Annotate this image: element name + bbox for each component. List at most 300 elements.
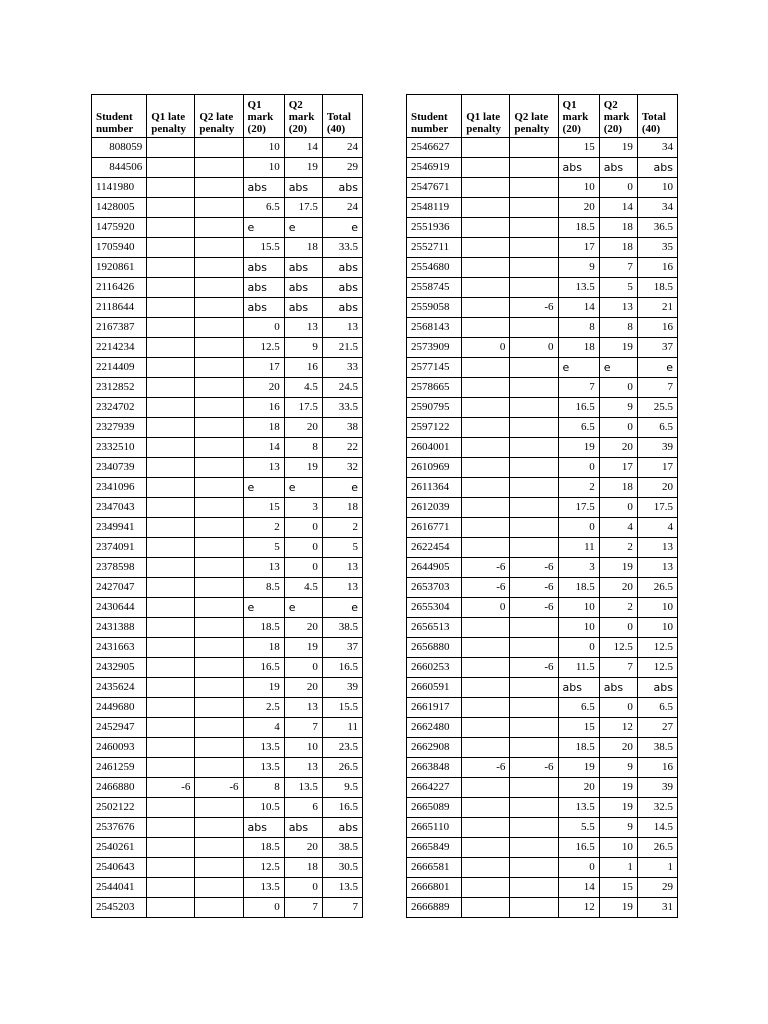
student-number-cell: 2214234 — [92, 338, 147, 358]
student-number-cell: 2214409 — [92, 358, 147, 378]
q2-mark-cell: 4 — [599, 518, 637, 538]
q1-mark-cell: 12.5 — [243, 338, 284, 358]
q2-late-penalty-cell — [195, 238, 243, 258]
table-row — [407, 318, 678, 338]
q2-late-penalty-cell — [195, 798, 243, 818]
q1-late-penalty-cell — [462, 718, 510, 738]
student-number-cell: 2666581 — [407, 858, 462, 878]
q1-late-penalty-cell — [147, 538, 195, 558]
q1-mark-cell: e — [243, 218, 284, 238]
q1-late-penalty-cell — [462, 258, 510, 278]
q2-mark-cell: 3 — [284, 498, 322, 518]
total-cell: 15.5 — [322, 698, 362, 718]
q2-late-penalty-cell — [195, 458, 243, 478]
q1-late-penalty-cell — [147, 738, 195, 758]
marks-table-right-body — [407, 138, 678, 918]
q2-late-penalty-cell — [510, 878, 558, 898]
q2-late-penalty-cell — [510, 718, 558, 738]
total-cell: 32.5 — [637, 798, 677, 818]
total-cell: 12.5 — [637, 658, 677, 678]
student-number-cell: 2546919 — [407, 158, 462, 178]
q2-late-penalty-cell — [510, 378, 558, 398]
table-row — [407, 298, 678, 318]
q1-late-penalty-cell — [462, 358, 510, 378]
student-number-cell: 2118644 — [92, 298, 147, 318]
table-row — [92, 818, 363, 838]
table-row — [407, 418, 678, 438]
q1-mark-cell: 18.5 — [243, 838, 284, 858]
q2-late-penalty-cell — [195, 198, 243, 218]
table-row — [407, 398, 678, 418]
q1-mark-cell: 0 — [558, 638, 599, 658]
q1-mark-cell: 4 — [243, 718, 284, 738]
q1-mark-cell: 19 — [558, 758, 599, 778]
q2-late-penalty-cell: -6 — [510, 578, 558, 598]
q1-mark-cell: abs — [243, 258, 284, 278]
q1-late-penalty-cell — [147, 518, 195, 538]
q2-mark-cell: abs — [284, 178, 322, 198]
q2-mark-cell: 13.5 — [284, 778, 322, 798]
total-cell: 12.5 — [637, 638, 677, 658]
q1-late-penalty-cell — [462, 698, 510, 718]
q1-late-penalty-cell — [462, 818, 510, 838]
total-cell: 38.5 — [637, 738, 677, 758]
q1-late-penalty-cell — [462, 678, 510, 698]
header-total: Total (40) — [322, 95, 362, 138]
table-row — [407, 658, 678, 678]
table-row — [92, 778, 363, 798]
table-row — [407, 238, 678, 258]
q2-mark-cell: 7 — [284, 718, 322, 738]
total-cell: e — [322, 478, 362, 498]
q2-mark-cell: 7 — [599, 258, 637, 278]
student-number-cell: 2666801 — [407, 878, 462, 898]
q2-mark-cell: abs — [599, 158, 637, 178]
student-number-cell: 2427047 — [92, 578, 147, 598]
q1-late-penalty-cell — [462, 318, 510, 338]
q2-late-penalty-cell — [510, 318, 558, 338]
table-row — [92, 278, 363, 298]
student-number-cell: 2665849 — [407, 838, 462, 858]
table-row — [92, 678, 363, 698]
total-cell: 29 — [637, 878, 677, 898]
q2-late-penalty-cell — [195, 638, 243, 658]
q1-late-penalty-cell — [462, 778, 510, 798]
student-number-cell: 2449680 — [92, 698, 147, 718]
q1-mark-cell: e — [558, 358, 599, 378]
student-number-cell: 2656513 — [407, 618, 462, 638]
total-cell: 21 — [637, 298, 677, 318]
q2-mark-cell: e — [599, 358, 637, 378]
q2-late-penalty-cell — [510, 778, 558, 798]
student-number-cell: 2167387 — [92, 318, 147, 338]
q1-mark-cell: 13.5 — [243, 738, 284, 758]
total-cell: 31 — [637, 898, 677, 918]
q1-mark-cell: 2 — [243, 518, 284, 538]
q2-mark-cell: 7 — [284, 898, 322, 918]
q1-mark-cell: 14 — [243, 438, 284, 458]
q2-mark-cell: 0 — [284, 878, 322, 898]
q2-mark-cell: 20 — [599, 738, 637, 758]
header-q1-late-penalty: Q1 late penalty — [147, 95, 195, 138]
total-cell: 22 — [322, 438, 362, 458]
q2-mark-cell: 14 — [284, 138, 322, 158]
student-number-cell: 2340739 — [92, 458, 147, 478]
q2-late-penalty-cell — [195, 698, 243, 718]
table-row — [407, 898, 678, 918]
q1-mark-cell: 11.5 — [558, 658, 599, 678]
q2-late-penalty-cell — [195, 218, 243, 238]
q1-mark-cell: abs — [243, 298, 284, 318]
q2-late-penalty-cell: -6 — [195, 778, 243, 798]
table-row — [92, 638, 363, 658]
total-cell: 2 — [322, 518, 362, 538]
q2-late-penalty-cell — [195, 718, 243, 738]
q1-late-penalty-cell — [147, 578, 195, 598]
student-number-cell: 2577145 — [407, 358, 462, 378]
student-number-cell: 2347043 — [92, 498, 147, 518]
q1-mark-cell: 17 — [558, 238, 599, 258]
total-cell: 39 — [322, 678, 362, 698]
marks-table-left-body — [92, 138, 363, 918]
table-row — [92, 658, 363, 678]
table-row — [92, 478, 363, 498]
q2-mark-cell: 0 — [284, 658, 322, 678]
q2-late-penalty-cell — [510, 538, 558, 558]
q2-mark-cell: e — [284, 598, 322, 618]
total-cell: 25.5 — [637, 398, 677, 418]
student-number-cell: 2540643 — [92, 858, 147, 878]
student-number-cell: 2644905 — [407, 558, 462, 578]
q2-mark-cell: 2 — [599, 598, 637, 618]
table-row — [407, 778, 678, 798]
q1-mark-cell: 19 — [558, 438, 599, 458]
q2-mark-cell: 20 — [284, 678, 322, 698]
q2-late-penalty-cell — [195, 838, 243, 858]
q1-mark-cell: 8 — [243, 778, 284, 798]
total-cell: 39 — [637, 438, 677, 458]
student-number-cell: 1428005 — [92, 198, 147, 218]
student-number-cell: 2116426 — [92, 278, 147, 298]
student-number-cell: 2537676 — [92, 818, 147, 838]
q1-late-penalty-cell — [147, 258, 195, 278]
q2-mark-cell: 0 — [599, 418, 637, 438]
q1-mark-cell: 12.5 — [243, 858, 284, 878]
q2-mark-cell: 0 — [284, 518, 322, 538]
q1-late-penalty-cell — [147, 138, 195, 158]
total-cell: abs — [322, 818, 362, 838]
table-row — [92, 618, 363, 638]
marks-table-right — [406, 94, 678, 918]
table-row — [92, 198, 363, 218]
q2-mark-cell: 7 — [599, 658, 637, 678]
table-row — [92, 878, 363, 898]
table-row — [407, 618, 678, 638]
q2-mark-cell: 13 — [284, 758, 322, 778]
q1-mark-cell: 14 — [558, 298, 599, 318]
q2-mark-cell: 5 — [599, 278, 637, 298]
q1-mark-cell: 18 — [243, 418, 284, 438]
student-number-cell: 2612039 — [407, 498, 462, 518]
q1-mark-cell: 6.5 — [558, 418, 599, 438]
q2-late-penalty-cell — [510, 638, 558, 658]
header-student-number: Student number — [92, 95, 147, 138]
q2-late-penalty-cell — [195, 318, 243, 338]
q2-mark-cell: 19 — [599, 338, 637, 358]
q1-late-penalty-cell — [147, 198, 195, 218]
q2-late-penalty-cell — [195, 298, 243, 318]
total-cell: 13.5 — [322, 878, 362, 898]
q2-mark-cell: 15 — [599, 878, 637, 898]
student-number-cell: 2548119 — [407, 198, 462, 218]
q1-mark-cell: 18.5 — [558, 578, 599, 598]
q2-late-penalty-cell — [195, 538, 243, 558]
student-number-cell: 2653703 — [407, 578, 462, 598]
q1-late-penalty-cell — [147, 818, 195, 838]
total-cell: 4 — [637, 518, 677, 538]
total-cell: 34 — [637, 198, 677, 218]
total-cell: 10 — [637, 178, 677, 198]
header-q2-late-penalty: Q2 late penalty — [195, 95, 243, 138]
q2-late-penalty-cell — [510, 478, 558, 498]
q1-mark-cell: 10 — [558, 178, 599, 198]
q1-mark-cell: 3 — [558, 558, 599, 578]
table-row — [407, 838, 678, 858]
header-q2-late-penalty: Q2 late penalty — [510, 95, 558, 138]
q1-mark-cell: 6.5 — [558, 698, 599, 718]
student-number-cell: 2616771 — [407, 518, 462, 538]
q1-mark-cell: 16.5 — [558, 398, 599, 418]
q1-late-penalty-cell — [147, 458, 195, 478]
q1-mark-cell: 16 — [243, 398, 284, 418]
q2-late-penalty-cell — [510, 158, 558, 178]
table-row — [92, 598, 363, 618]
q2-late-penalty-cell: -6 — [510, 298, 558, 318]
student-number-cell: 2554680 — [407, 258, 462, 278]
student-number-cell: 2431663 — [92, 638, 147, 658]
student-number-cell: 2656880 — [407, 638, 462, 658]
q2-late-penalty-cell: 0 — [510, 338, 558, 358]
table-row — [407, 498, 678, 518]
total-cell: 35 — [637, 238, 677, 258]
q2-mark-cell: 4.5 — [284, 378, 322, 398]
q1-late-penalty-cell — [462, 798, 510, 818]
student-number-cell: 2660253 — [407, 658, 462, 678]
total-cell: 29 — [322, 158, 362, 178]
q1-late-penalty-cell — [147, 338, 195, 358]
q1-mark-cell: 13.5 — [558, 278, 599, 298]
q1-mark-cell: 13.5 — [243, 878, 284, 898]
q2-late-penalty-cell — [510, 438, 558, 458]
student-number-cell: 2374091 — [92, 538, 147, 558]
student-number-cell: 2544041 — [92, 878, 147, 898]
q2-mark-cell: 20 — [284, 618, 322, 638]
q1-mark-cell: abs — [558, 678, 599, 698]
q1-late-penalty-cell — [462, 138, 510, 158]
table-header-row — [407, 95, 678, 138]
q1-mark-cell: e — [243, 478, 284, 498]
q1-mark-cell: 18.5 — [243, 618, 284, 638]
q2-mark-cell: 4.5 — [284, 578, 322, 598]
table-row — [92, 358, 363, 378]
student-number-cell: 2324702 — [92, 398, 147, 418]
q2-mark-cell: 18 — [284, 238, 322, 258]
q1-mark-cell: 10.5 — [243, 798, 284, 818]
q2-late-penalty-cell: -6 — [510, 758, 558, 778]
q1-mark-cell: 10 — [243, 138, 284, 158]
q2-late-penalty-cell — [195, 858, 243, 878]
q2-mark-cell: abs — [599, 678, 637, 698]
q1-late-penalty-cell — [147, 698, 195, 718]
total-cell: 24 — [322, 198, 362, 218]
student-number-cell: 2466880 — [92, 778, 147, 798]
table-row — [92, 838, 363, 858]
q1-mark-cell: 15 — [243, 498, 284, 518]
total-cell: 36.5 — [637, 218, 677, 238]
total-cell: 33.5 — [322, 398, 362, 418]
q1-mark-cell: 14 — [558, 878, 599, 898]
q1-late-penalty-cell — [462, 518, 510, 538]
q2-mark-cell: 9 — [599, 818, 637, 838]
total-cell: 1 — [637, 858, 677, 878]
q1-late-penalty-cell — [147, 718, 195, 738]
header-student-number: Student number — [407, 95, 462, 138]
q2-late-penalty-cell — [195, 338, 243, 358]
table-row — [92, 258, 363, 278]
q2-late-penalty-cell — [195, 258, 243, 278]
q2-mark-cell: 20 — [599, 578, 637, 598]
q1-late-penalty-cell — [147, 618, 195, 638]
total-cell: 10 — [637, 618, 677, 638]
q1-late-penalty-cell — [147, 558, 195, 578]
q1-mark-cell: 20 — [243, 378, 284, 398]
q1-late-penalty-cell — [462, 438, 510, 458]
total-cell: e — [322, 598, 362, 618]
q2-late-penalty-cell — [195, 818, 243, 838]
q2-late-penalty-cell — [195, 138, 243, 158]
q2-mark-cell: 18 — [599, 478, 637, 498]
q2-late-penalty-cell — [510, 898, 558, 918]
table-row — [407, 878, 678, 898]
q1-late-penalty-cell — [147, 378, 195, 398]
q2-mark-cell: 14 — [599, 198, 637, 218]
q2-mark-cell: 1 — [599, 858, 637, 878]
q2-mark-cell: 0 — [599, 698, 637, 718]
q1-mark-cell: e — [243, 598, 284, 618]
q1-late-penalty-cell — [147, 638, 195, 658]
table-row — [407, 358, 678, 378]
q1-mark-cell: 11 — [558, 538, 599, 558]
table-row — [92, 338, 363, 358]
q2-mark-cell: 0 — [599, 498, 637, 518]
q1-late-penalty-cell — [462, 638, 510, 658]
q2-late-penalty-cell — [195, 878, 243, 898]
q2-mark-cell: 17.5 — [284, 398, 322, 418]
total-cell: 38 — [322, 418, 362, 438]
total-cell: 13 — [637, 558, 677, 578]
q1-mark-cell: 16.5 — [558, 838, 599, 858]
q2-mark-cell: abs — [284, 258, 322, 278]
q1-late-penalty-cell — [462, 278, 510, 298]
table-row — [407, 258, 678, 278]
q1-late-penalty-cell — [147, 898, 195, 918]
total-cell: 17.5 — [637, 498, 677, 518]
total-cell: e — [637, 358, 677, 378]
q1-late-penalty-cell — [147, 498, 195, 518]
student-number-cell: 1920861 — [92, 258, 147, 278]
total-cell: 26.5 — [637, 838, 677, 858]
table-row — [407, 338, 678, 358]
student-number-cell: 2661917 — [407, 698, 462, 718]
table-row — [407, 718, 678, 738]
table-row — [407, 678, 678, 698]
q2-mark-cell: 18 — [284, 858, 322, 878]
q2-late-penalty-cell — [195, 518, 243, 538]
q2-mark-cell: 10 — [599, 838, 637, 858]
table-row — [92, 718, 363, 738]
q2-mark-cell: 18 — [599, 218, 637, 238]
student-number-cell: 2604001 — [407, 438, 462, 458]
total-cell: 20 — [637, 478, 677, 498]
q1-late-penalty-cell — [147, 678, 195, 698]
total-cell: 14.5 — [637, 818, 677, 838]
table-row — [92, 318, 363, 338]
q2-late-penalty-cell — [510, 678, 558, 698]
q1-late-penalty-cell — [462, 398, 510, 418]
q2-mark-cell: 19 — [284, 158, 322, 178]
q1-late-penalty-cell — [147, 358, 195, 378]
q2-late-penalty-cell — [195, 378, 243, 398]
q2-late-penalty-cell — [195, 898, 243, 918]
table-row — [92, 138, 363, 158]
student-number-cell: 2452947 — [92, 718, 147, 738]
total-cell: 23.5 — [322, 738, 362, 758]
q2-mark-cell: 0 — [284, 558, 322, 578]
q2-late-penalty-cell — [195, 478, 243, 498]
total-cell: 16 — [637, 318, 677, 338]
total-cell: e — [322, 218, 362, 238]
q2-late-penalty-cell — [195, 678, 243, 698]
table-row — [407, 378, 678, 398]
total-cell: abs — [322, 258, 362, 278]
student-number-cell: 844506 — [92, 158, 147, 178]
table-row — [407, 178, 678, 198]
q1-late-penalty-cell: -6 — [462, 758, 510, 778]
total-cell: 32 — [322, 458, 362, 478]
table-row — [407, 138, 678, 158]
q2-mark-cell: 9 — [599, 398, 637, 418]
q1-late-penalty-cell — [462, 538, 510, 558]
q2-late-penalty-cell — [510, 838, 558, 858]
q1-mark-cell: 20 — [558, 778, 599, 798]
q2-mark-cell: 17 — [599, 458, 637, 478]
total-cell: 39 — [637, 778, 677, 798]
table-row — [92, 518, 363, 538]
total-cell: 11 — [322, 718, 362, 738]
q1-late-penalty-cell — [147, 278, 195, 298]
table-row — [407, 638, 678, 658]
q1-late-penalty-cell — [462, 238, 510, 258]
q2-late-penalty-cell — [510, 518, 558, 538]
q1-mark-cell: abs — [243, 178, 284, 198]
q2-late-penalty-cell — [510, 278, 558, 298]
q1-late-penalty-cell — [147, 298, 195, 318]
total-cell: 18.5 — [637, 278, 677, 298]
student-number-cell: 2590795 — [407, 398, 462, 418]
q2-late-penalty-cell — [195, 738, 243, 758]
total-cell: abs — [322, 298, 362, 318]
student-number-cell: 2559058 — [407, 298, 462, 318]
